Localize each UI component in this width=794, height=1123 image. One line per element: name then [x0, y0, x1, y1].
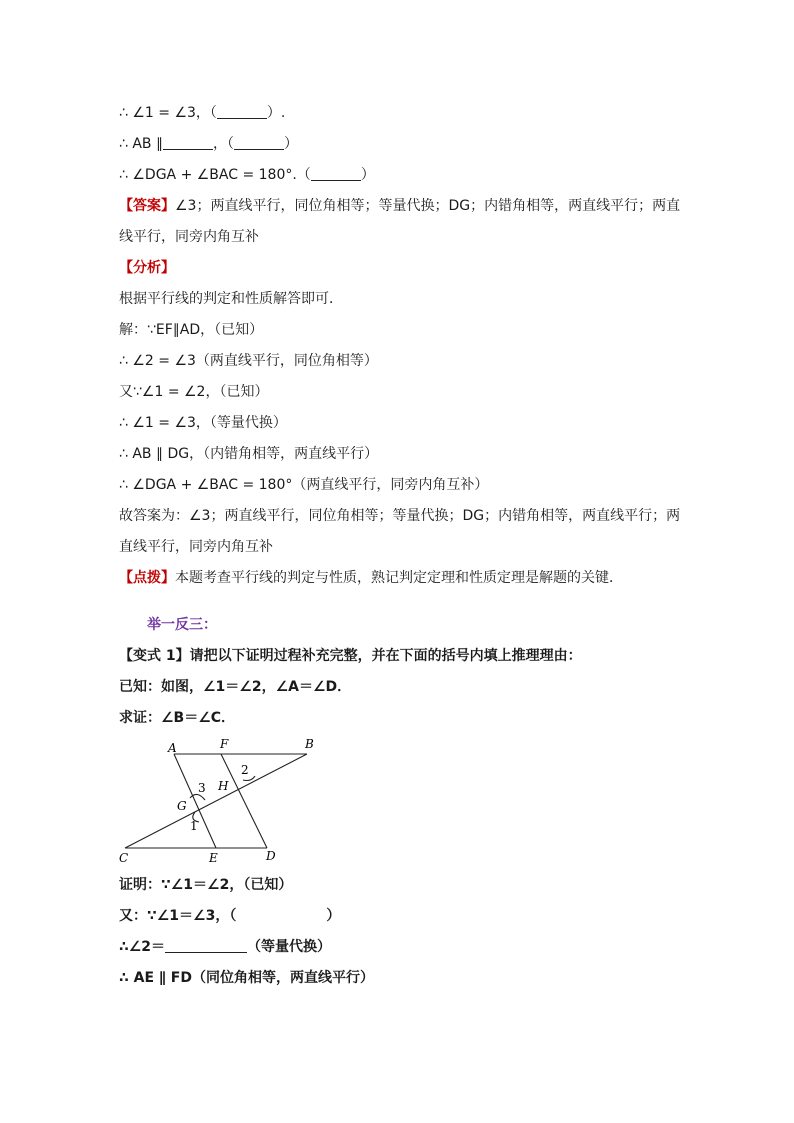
blank-parallel-line[interactable]	[163, 135, 213, 150]
statement-ab-parallel: ∴ AB ∥ ，（ ）	[119, 136, 298, 152]
comment-tag: 【点拨】	[119, 570, 175, 586]
analysis-step-3: 又∵∠1 = ∠2，（已知）	[119, 384, 269, 400]
variant-given: 已知：如图，∠1＝∠2，∠A＝∠D．	[119, 679, 352, 695]
label-h: H	[218, 779, 229, 793]
analysis-final: 故答案为：∠3；两直线平行，同位角相等；等量代换；DG；内错角相等，两直线平行；两直线平行，同旁内角互补	[119, 508, 681, 555]
section-title: 举一反三：	[147, 617, 217, 633]
section-heading	[119, 610, 689, 641]
blank-reason-2[interactable]	[234, 135, 284, 150]
analysis-step-4: ∴ ∠1 = ∠3，（等量代换）	[119, 415, 287, 431]
geometry-figure	[119, 738, 319, 868]
label-angle-1: 1	[190, 819, 198, 833]
label-g: G	[177, 799, 187, 813]
angle-3-arc	[190, 794, 205, 800]
label-angle-2: 2	[241, 763, 249, 777]
variant-tag: 【变式 1】	[119, 648, 190, 664]
answer-text: ∠3；两直线平行，同位角相等；等量代换；DG；内错角相等，两直线平行；两直线平行，同旁内角互补	[119, 198, 681, 245]
variant-prompt-line	[119, 641, 689, 672]
proof-line-1: 证明：∵∠1＝∠2，（已知）	[119, 877, 293, 893]
label-e: E	[209, 851, 218, 865]
analysis-step-6: ∴ ∠DGA + ∠BAC = 180°（两直线平行，同旁内角互补）	[119, 477, 489, 493]
blank-proof-angle[interactable]	[165, 938, 247, 953]
analysis-intro: 根据平行线的判定和性质解答即可．	[119, 291, 343, 307]
label-c: C	[119, 851, 129, 865]
analysis-step-1: 解：∵EF∥AD，（已知）	[119, 322, 264, 338]
answer-tag: 【答案】	[119, 198, 175, 214]
blank-reason-3[interactable]	[311, 166, 361, 181]
geometry-diagram	[119, 738, 319, 868]
content	[119, 98, 689, 994]
blank-reason-1[interactable]	[217, 104, 267, 119]
label-angle-3: 3	[198, 781, 206, 795]
label-a: A	[168, 741, 177, 755]
variant-prove: 求证：∠B＝∠C．	[119, 710, 236, 726]
label-d: D	[266, 849, 276, 863]
analysis-tag: 【分析】	[119, 260, 175, 276]
answer-block	[119, 191, 689, 253]
analysis-step-5: ∴ AB ∥ DG，（内错角相等，两直线平行）	[119, 446, 379, 462]
proof-line-3: ∴∠2＝ （等量代换）	[119, 939, 332, 955]
label-b: B	[305, 738, 314, 751]
statement-angle1-eq-angle3: ∴ ∠1 = ∠3，（ ）.	[119, 105, 286, 121]
proof-line-2: 又：∵∠1＝∠3，（ ）	[119, 908, 341, 924]
proof-line-4: ∴ AE ∥ FD（同位角相等，两直线平行）	[119, 970, 374, 986]
variant-prompt: 请把以下证明过程补充完整，并在下面的括号内填上推理理由：	[189, 648, 582, 664]
label-f: F	[220, 738, 229, 751]
statement-supplementary: ∴ ∠DGA + ∠BAC = 180°.（ ）	[119, 167, 375, 183]
comment-block	[119, 563, 689, 594]
segment-cb	[125, 754, 307, 848]
comment-text: 本题考查平行线的判定与性质，熟记判定定理和性质定理是解题的关键．	[175, 570, 623, 586]
analysis-step-2: ∴ ∠2 = ∠3（两直线平行，同位角相等）	[119, 353, 378, 369]
